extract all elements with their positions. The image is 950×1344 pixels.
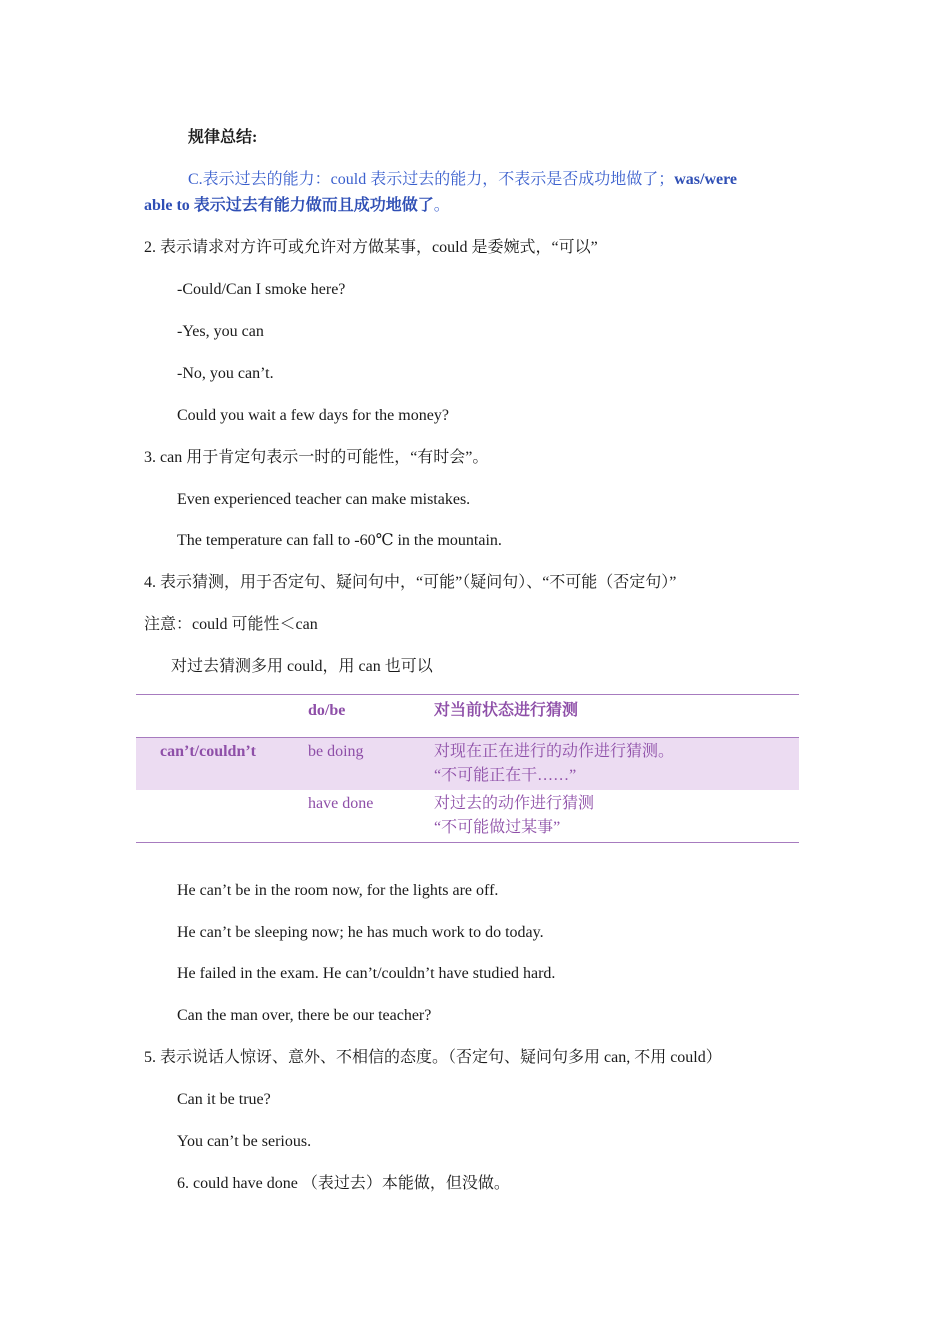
section3-heading: 3. can 用于肯定句表示一时的可能性，“有时会”。: [144, 449, 489, 466]
table-row: [136, 790, 799, 843]
section2-example: Could you wait a few days for the money?: [177, 407, 449, 424]
guess-table: [136, 694, 799, 843]
table-header-cell: [136, 695, 308, 738]
section3-example: Even experienced teacher can make mistakes.: [177, 491, 471, 508]
section3-example: The temperature can fall to -60℃ in the mountain.: [177, 532, 502, 549]
example-line: Can the man over, there be our teacher?: [177, 1007, 432, 1024]
section4-heading: 4. 表示猜测，用于否定句、疑问句中，“可能”（疑问句）、“不可能（否定句）”: [144, 574, 677, 591]
table-header-cell: 对当前状态进行猜测: [434, 695, 799, 738]
section5-heading: 5. 表示说话人惊讶、意外、不相信的态度。（否定句、疑问句多用 can, 不用 could）: [144, 1049, 722, 1066]
section2-example: -Yes, you can: [177, 323, 264, 340]
example-line: He can’t be sleeping now; he has much work to do today.: [177, 924, 544, 941]
section5-example: Can it be true?: [177, 1091, 271, 1108]
table-cell: [136, 790, 308, 843]
section6-heading: 6. could have done （表过去）本能做，但没做。: [177, 1175, 510, 1192]
rule-c-part1: C.表示过去的能力：could 表示过去的能力，不表示是否成功地做了；: [188, 171, 675, 188]
rule-c-line2-end: 。: [433, 197, 450, 214]
table-row: [136, 738, 799, 791]
section5-example: You can’t be serious.: [177, 1133, 312, 1150]
table-cell: 对现在正在进行的动作进行猜测。 “不可能正在干……”: [434, 738, 799, 791]
section4-note2: 对过去猜测多用 could，用 can 也可以: [171, 658, 433, 675]
table-cell: 对过去的动作进行猜测 “不可能做过某事”: [434, 790, 799, 843]
rule-c-line1: [188, 169, 737, 191]
summary-heading: 规律总结:: [188, 129, 258, 146]
table-header-cell: do/be: [308, 695, 434, 738]
rule-c-line2: [144, 195, 450, 217]
example-line: He failed in the exam. He can’t/couldn’t have studied hard.: [177, 965, 556, 982]
rule-c-part2: was/were: [674, 171, 738, 188]
section4-note: 注意：could 可能性＜can: [144, 616, 318, 633]
section2-example: -No, you can’t.: [177, 365, 274, 382]
section2-example: -Could/Can I smoke here?: [177, 281, 346, 298]
table-cell: can’t/couldn’t: [136, 738, 308, 791]
table-header-row: [136, 695, 799, 738]
rule-c-line2-bold: able to 表示过去有能力做而且成功地做了: [144, 197, 434, 214]
example-line: He can’t be in the room now, for the lights are off.: [177, 882, 499, 899]
section2-heading: 2. 表示请求对方许可或允许对方做某事，could 是委婉式，“可以”: [144, 239, 598, 256]
table-cell: have done: [308, 790, 434, 843]
table-cell: be doing: [308, 738, 434, 791]
